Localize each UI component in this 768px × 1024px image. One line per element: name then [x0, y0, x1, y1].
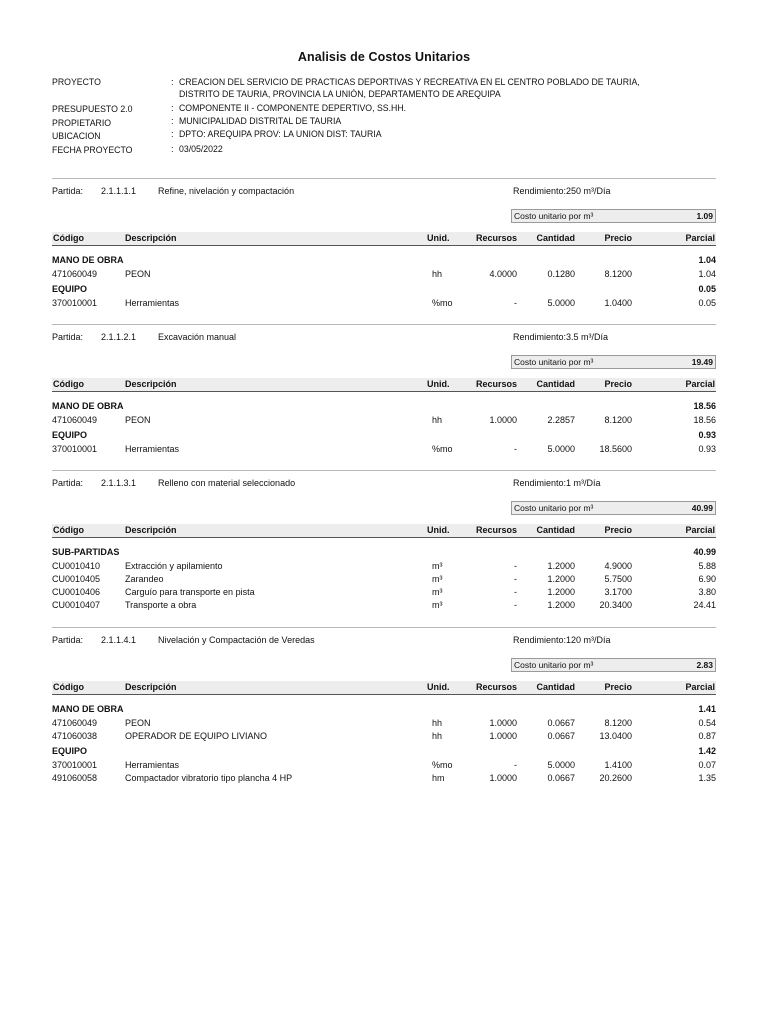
partida-name: Relleno con material seleccionado	[158, 478, 296, 488]
column-header-parcial: Parcial	[685, 233, 715, 243]
cell-precio: 4.9000	[604, 561, 632, 571]
cell-unid: m³	[432, 574, 443, 584]
costo-unitario-box	[511, 658, 716, 672]
costo-unitario-label: Costo unitario por m³	[514, 660, 594, 670]
column-header-descripcion: Descripción	[125, 682, 177, 692]
cell-cantidad: 0.0667	[547, 731, 575, 741]
column-header-recursos: Recursos	[475, 525, 517, 535]
group-name: MANO DE OBRA	[52, 255, 124, 265]
cell-unid: m³	[432, 561, 443, 571]
cell-descripcion: Herramientas	[125, 298, 180, 308]
cell-cantidad: 0.0667	[547, 773, 575, 783]
column-header-descripcion: Descripción	[125, 525, 177, 535]
group-name: EQUIPO	[52, 430, 88, 440]
column-header-precio: Precio	[604, 525, 632, 535]
column-header-recursos: Recursos	[475, 682, 517, 692]
column-header-parcial: Parcial	[685, 682, 715, 692]
cell-recursos: -	[514, 600, 517, 610]
cell-cantidad: 5.0000	[547, 760, 575, 770]
table-row	[52, 587, 716, 599]
section-divider	[52, 178, 716, 179]
cell-cantidad: 5.0000	[547, 298, 575, 308]
cell-precio: 8.1200	[604, 415, 632, 425]
column-header-unid: Unid.	[427, 233, 450, 243]
cell-recursos: -	[514, 561, 517, 571]
column-header-cantidad: Cantidad	[536, 525, 575, 535]
cell-parcial: 0.87	[698, 731, 716, 741]
cell-parcial: 0.54	[698, 718, 716, 728]
column-header-precio: Precio	[604, 682, 632, 692]
partida-name: Refine, nivelación y compactación	[158, 186, 295, 196]
cell-unid: m³	[432, 587, 443, 597]
colon: :	[171, 129, 174, 140]
group-name: EQUIPO	[52, 746, 88, 756]
group-total: 40.99	[693, 547, 716, 557]
group-total: 1.04	[698, 255, 716, 265]
costo-unitario-box	[511, 355, 716, 369]
cell-recursos: -	[514, 574, 517, 584]
table-row	[52, 773, 716, 785]
column-header-codigo: Código	[53, 525, 84, 535]
table-row	[52, 718, 716, 730]
group-name: EQUIPO	[52, 284, 88, 294]
column-header-parcial: Parcial	[685, 525, 715, 535]
partida-line	[52, 332, 716, 346]
fecha-value: 03/05/2022	[179, 144, 223, 155]
cell-codigo: 370010001	[52, 298, 98, 308]
partida-name: Nivelación y Compactación de Veredas	[158, 635, 315, 645]
column-header-precio: Precio	[604, 233, 632, 243]
propietario-value: MUNICIPALIDAD DISTRITAL DE TAURIA	[179, 116, 342, 127]
partida-label: Partida:	[52, 478, 84, 488]
cell-codigo: 471060049	[52, 718, 98, 728]
colon: :	[171, 103, 174, 114]
table-row	[52, 444, 716, 456]
costo-unitario-label: Costo unitario por m³	[514, 357, 594, 367]
group-row	[52, 401, 716, 413]
cell-precio: 1.4100	[604, 760, 632, 770]
column-header-descripcion: Descripción	[125, 379, 177, 389]
cell-codigo: 370010001	[52, 444, 98, 454]
partida-code: 2.1.1.2.1	[101, 332, 137, 342]
rendimiento: Rendimiento:120 m³/Día	[513, 635, 611, 645]
section-divider	[52, 324, 716, 325]
table-row	[52, 561, 716, 573]
column-header-descripcion: Descripción	[125, 233, 177, 243]
costo-unitario-box	[511, 501, 716, 515]
proyecto-label: PROYECTO	[52, 77, 101, 88]
cell-descripcion: Herramientas	[125, 760, 180, 770]
cell-unid: %mo	[432, 298, 453, 308]
costo-unitario-box	[511, 209, 716, 223]
cell-cantidad: 0.1280	[547, 269, 575, 279]
column-header-unid: Unid.	[427, 379, 450, 389]
partida-label: Partida:	[52, 635, 84, 645]
cell-recursos: -	[514, 760, 517, 770]
partida-line	[52, 186, 716, 200]
column-header-codigo: Código	[53, 233, 84, 243]
group-row	[52, 430, 716, 442]
ubicacion-label: UBICACION	[52, 131, 101, 142]
group-total: 0.93	[698, 430, 716, 440]
column-header-parcial: Parcial	[685, 379, 715, 389]
cell-parcial: 6.90	[698, 574, 716, 584]
cell-descripcion: Zarandeo	[125, 574, 164, 584]
group-total: 18.56	[693, 401, 716, 411]
cell-recursos: -	[514, 298, 517, 308]
cell-precio: 8.1200	[604, 269, 632, 279]
group-row	[52, 255, 716, 267]
column-header-row	[52, 232, 716, 246]
colon: :	[171, 77, 174, 88]
presupuesto-label: PRESUPUESTO 2.0	[52, 104, 133, 115]
cell-recursos: 4.0000	[489, 269, 517, 279]
cell-precio: 8.1200	[604, 718, 632, 728]
cell-recursos: 1.0000	[489, 731, 517, 741]
cell-cantidad: 0.0667	[547, 718, 575, 728]
cell-codigo: 471060038	[52, 731, 98, 741]
costo-unitario-label: Costo unitario por m³	[514, 503, 594, 513]
partida-code: 2.1.1.1.1	[101, 186, 137, 196]
column-header-row	[52, 681, 716, 695]
column-header-precio: Precio	[604, 379, 632, 389]
costo-unitario-value: 1.09	[696, 211, 713, 221]
cell-precio: 20.2600	[599, 773, 632, 783]
cell-recursos: 1.0000	[489, 718, 517, 728]
column-header-unid: Unid.	[427, 525, 450, 535]
cell-codigo: 491060058	[52, 773, 98, 783]
cell-precio: 20.3400	[599, 600, 632, 610]
column-header-row	[52, 378, 716, 392]
group-row	[52, 284, 716, 296]
cell-parcial: 24.41	[693, 600, 716, 610]
group-name: SUB-PARTIDAS	[52, 547, 120, 557]
column-header-recursos: Recursos	[475, 233, 517, 243]
cell-recursos: 1.0000	[489, 415, 517, 425]
cell-parcial: 0.05	[698, 298, 716, 308]
cell-descripcion: Compactador vibratorio tipo plancha 4 HP	[125, 773, 293, 783]
group-total: 1.42	[698, 746, 716, 756]
cell-descripcion: OPERADOR DE EQUIPO LIVIANO	[125, 731, 268, 741]
partida-line	[52, 635, 716, 649]
cell-codigo: CU0010407	[52, 600, 101, 610]
column-header-cantidad: Cantidad	[536, 379, 575, 389]
cell-descripcion: PEON	[125, 269, 151, 279]
cell-unid: hm	[432, 773, 445, 783]
column-header-codigo: Código	[53, 379, 84, 389]
partida-label: Partida:	[52, 332, 84, 342]
group-name: MANO DE OBRA	[52, 401, 124, 411]
rendimiento: Rendimiento:250 m³/Día	[513, 186, 611, 196]
partida-line	[52, 478, 716, 492]
column-header-cantidad: Cantidad	[536, 682, 575, 692]
cell-recursos: -	[514, 444, 517, 454]
table-row	[52, 269, 716, 281]
colon: :	[171, 116, 174, 127]
cell-codigo: CU0010406	[52, 587, 101, 597]
cell-parcial: 0.93	[698, 444, 716, 454]
cell-cantidad: 2.2857	[547, 415, 575, 425]
cell-descripcion: PEON	[125, 718, 151, 728]
cell-unid: hh	[432, 269, 443, 279]
section-divider	[52, 470, 716, 471]
group-total: 0.05	[698, 284, 716, 294]
cell-codigo: 370010001	[52, 760, 98, 770]
table-row	[52, 760, 716, 772]
partida-label: Partida:	[52, 186, 84, 196]
table-row	[52, 731, 716, 743]
group-row	[52, 547, 716, 559]
cell-parcial: 1.04	[698, 269, 716, 279]
cell-unid: %mo	[432, 760, 453, 770]
cell-recursos: -	[514, 587, 517, 597]
table-row	[52, 415, 716, 427]
ubicacion-value: DPTO: AREQUIPA PROV: LA UNION DIST: TAURIA	[179, 129, 382, 140]
cell-descripcion: Transporte a obra	[125, 600, 197, 610]
cell-parcial: 3.80	[698, 587, 716, 597]
group-total: 1.41	[698, 704, 716, 714]
costo-unitario-label: Costo unitario por m³	[514, 211, 594, 221]
partida-code: 2.1.1.4.1	[101, 635, 137, 645]
cell-precio: 3.1700	[604, 587, 632, 597]
propietario-label: PROPIETARIO	[52, 118, 112, 129]
proyecto-value-line-2: DISTRITO DE TAURIA, PROVINCIA LA UNIÓN, DEPARTAMENTO DE AREQUIPA	[179, 89, 501, 100]
cell-codigo: 471060049	[52, 415, 98, 425]
cell-cantidad: 1.2000	[547, 574, 575, 584]
cell-parcial: 5.88	[698, 561, 716, 571]
table-row	[52, 298, 716, 310]
cell-descripcion: PEON	[125, 415, 151, 425]
table-row	[52, 600, 716, 612]
group-row	[52, 704, 716, 716]
cell-parcial: 0.07	[698, 760, 716, 770]
cell-cantidad: 1.2000	[547, 600, 575, 610]
column-header-cantidad: Cantidad	[536, 233, 575, 243]
cell-cantidad: 1.2000	[547, 587, 575, 597]
group-row	[52, 746, 716, 758]
cell-unid: m³	[432, 600, 443, 610]
column-header-codigo: Código	[53, 682, 84, 692]
cell-unid: %mo	[432, 444, 453, 454]
cell-unid: hh	[432, 718, 443, 728]
cell-precio: 13.0400	[599, 731, 632, 741]
fecha-label: FECHA PROYECTO	[52, 145, 133, 156]
column-header-recursos: Recursos	[475, 379, 517, 389]
cell-precio: 18.5600	[599, 444, 632, 454]
cell-codigo: 471060049	[52, 269, 98, 279]
column-header-row	[52, 524, 716, 538]
table-row	[52, 574, 716, 586]
costo-unitario-value: 40.99	[691, 503, 713, 513]
cell-precio: 5.7500	[604, 574, 632, 584]
costo-unitario-value: 19.49	[691, 357, 713, 367]
column-header-unid: Unid.	[427, 682, 450, 692]
cell-descripcion: Extracción y apilamiento	[125, 561, 223, 571]
rendimiento: Rendimiento:1 m³/Día	[513, 478, 601, 488]
presupuesto-value: COMPONENTE II - COMPONENTE DEPERTIVO, SS.HH.	[179, 103, 407, 114]
section-divider	[52, 627, 716, 628]
cell-codigo: CU0010405	[52, 574, 101, 584]
cell-precio: 1.0400	[604, 298, 632, 308]
group-name: MANO DE OBRA	[52, 704, 124, 714]
cell-cantidad: 5.0000	[547, 444, 575, 454]
cell-unid: hh	[432, 731, 443, 741]
cell-cantidad: 1.2000	[547, 561, 575, 571]
costo-unitario-value: 2.83	[696, 660, 713, 670]
cell-codigo: CU0010410	[52, 561, 101, 571]
colon: :	[171, 144, 174, 155]
rendimiento: Rendimiento:3.5 m³/Día	[513, 332, 609, 342]
cell-unid: hh	[432, 415, 443, 425]
partida-code: 2.1.1.3.1	[101, 478, 137, 488]
cell-parcial: 1.35	[698, 773, 716, 783]
cell-parcial: 18.56	[693, 415, 716, 425]
partida-name: Excavación manual	[158, 332, 237, 342]
cell-descripcion: Carguío para transporte en pista	[125, 587, 255, 597]
proyecto-value-line-1: CREACION DEL SERVICIO DE PRACTICAS DEPORTIVAS Y RECREATIVA EN EL CENTRO POBLADO DE TAURIA,	[179, 77, 640, 88]
cell-recursos: 1.0000	[489, 773, 517, 783]
document-title: Analisis de Costos Unitarios	[297, 50, 471, 64]
cell-descripcion: Herramientas	[125, 444, 180, 454]
